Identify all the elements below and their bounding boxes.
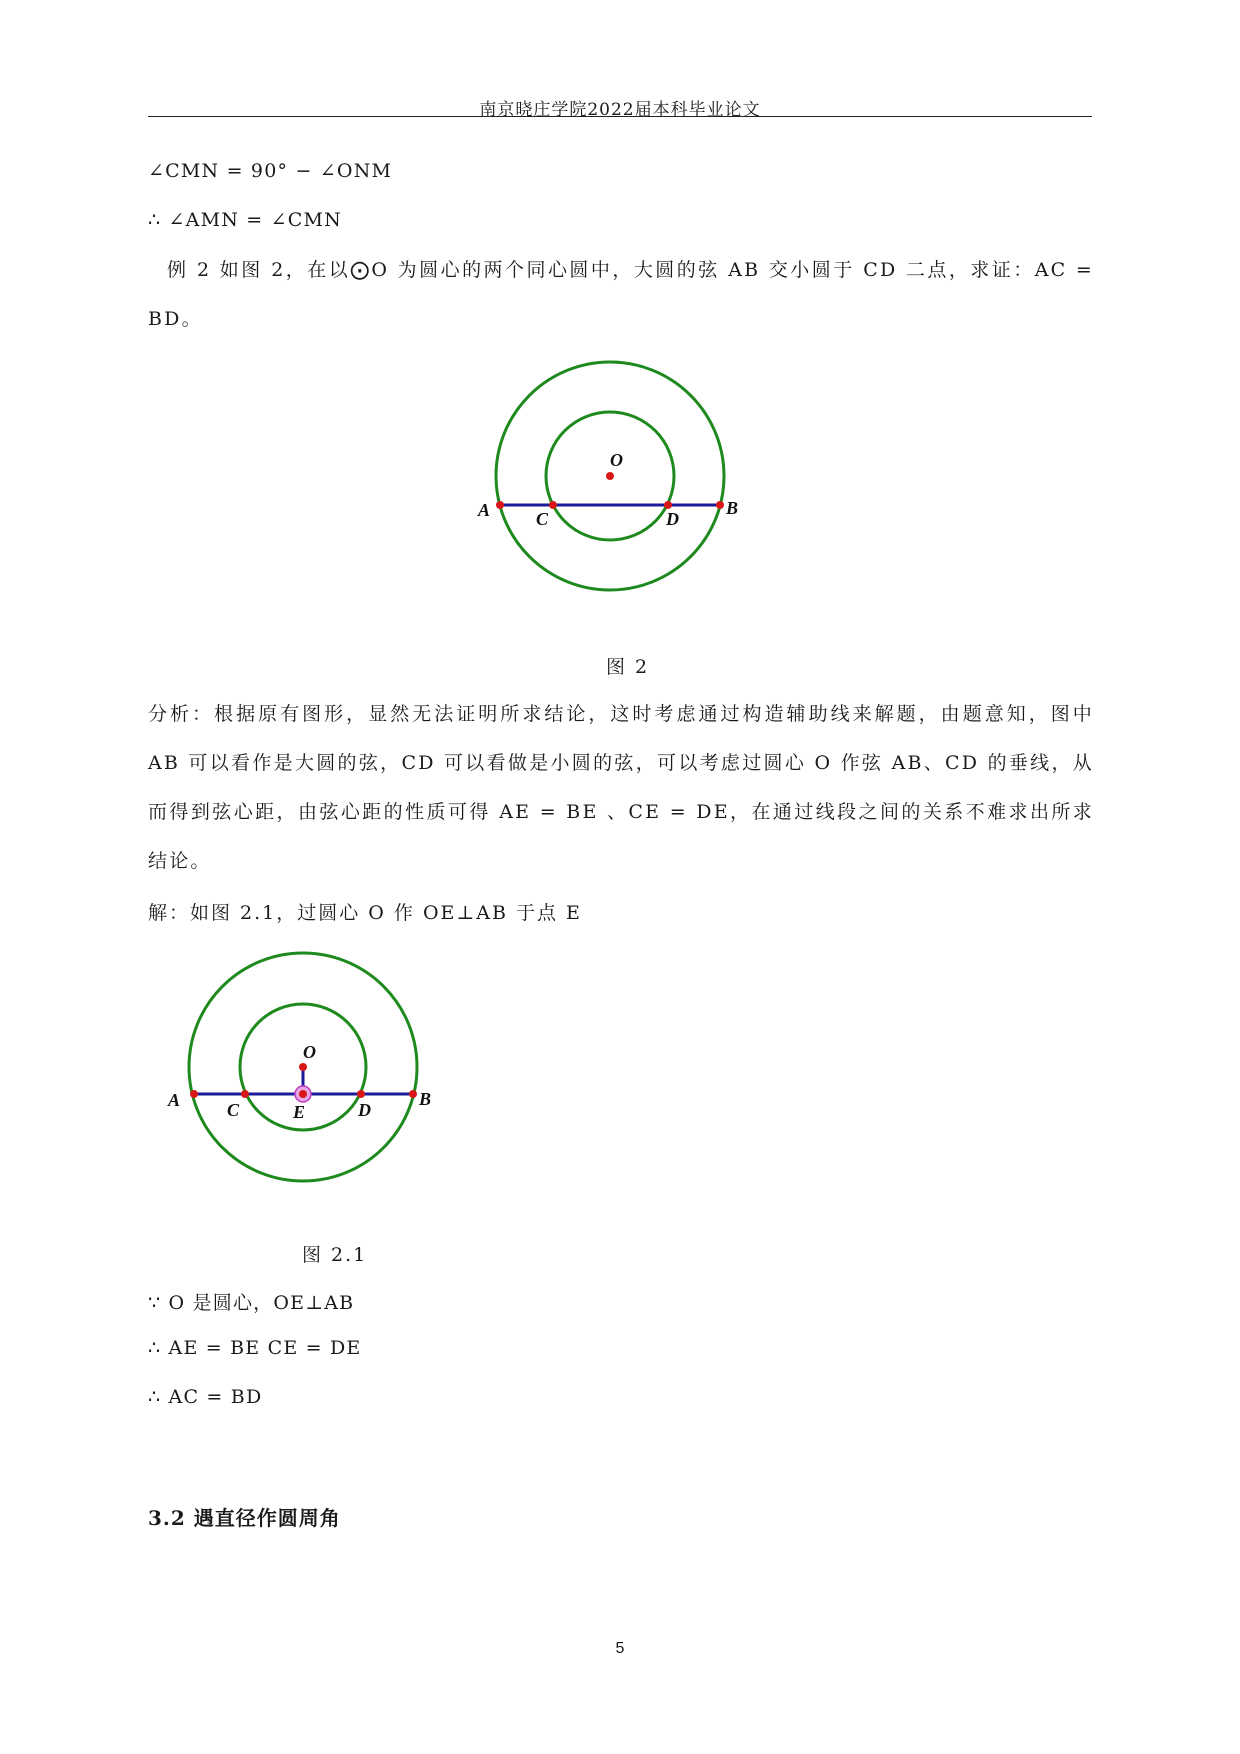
figure-2-caption: 图 2	[606, 656, 650, 678]
point-o	[299, 1063, 307, 1071]
example-2-statement: 例 2 如图 2，在以⨀O 为圆心的两个同心圆中，大圆的弦 AB 交小圆于 CD 二点，求证：AC = BD。	[148, 259, 1094, 330]
point-c	[241, 1090, 249, 1098]
label-o: O	[303, 1042, 316, 1062]
running-header: 南京晓庄学院2022届本科毕业论文	[479, 100, 761, 120]
figure-2-1	[155, 945, 455, 1185]
point-o	[606, 472, 614, 480]
page-number: 5	[615, 1640, 625, 1657]
label-e: E	[293, 1102, 306, 1122]
label-b: B	[726, 498, 739, 518]
label-b: B	[419, 1089, 432, 1109]
point-a	[496, 501, 504, 509]
label-c: C	[227, 1100, 240, 1120]
equation-line-1: ∠CMN = 90° − ∠ONM	[148, 160, 393, 182]
section-heading: 3.2 遇直径作圆周角	[148, 1506, 341, 1530]
label-a: A	[168, 1090, 181, 1110]
point-d	[664, 501, 672, 509]
point-e	[299, 1090, 307, 1098]
point-b	[716, 501, 724, 509]
analysis-paragraph: 分析：根据原有图形，显然无法证明所求结论，这时考虑通过构造辅助线来解题，由题意知，图中 AB 可以看作是大圆的弦，CD 可以看做是小圆的弦，可以考虑过圆心 O 作弦 AB、CD 的垂线，从而得到弦心距，由弦心距的性质可得 AE = BE 、CE = DE，在通过线段之间的关系不难求出所求结论。	[148, 703, 1094, 872]
label-a: A	[478, 500, 491, 520]
label-o: O	[610, 450, 623, 470]
figure-2-1-caption: 图 2.1	[302, 1244, 368, 1266]
point-d	[357, 1090, 365, 1098]
solution-line: 解：如图 2.1，过圆心 O 作 OE⊥AB 于点 E	[148, 902, 582, 924]
point-a	[190, 1090, 198, 1098]
point-b	[409, 1090, 417, 1098]
equation-line-2: ∴ ∠AMN = ∠CMN	[148, 209, 342, 231]
figure-2	[470, 355, 740, 605]
header-rule	[148, 116, 1092, 117]
label-d: D	[666, 509, 679, 529]
proof-line-1: ∵ O 是圆心，OE⊥AB	[148, 1292, 355, 1314]
proof-line-2: ∴ AE = BE CE = DE	[148, 1337, 362, 1359]
point-c	[549, 501, 557, 509]
label-d: D	[358, 1100, 371, 1120]
proof-line-3: ∴ AC = BD	[148, 1386, 263, 1408]
label-c: C	[536, 509, 549, 529]
